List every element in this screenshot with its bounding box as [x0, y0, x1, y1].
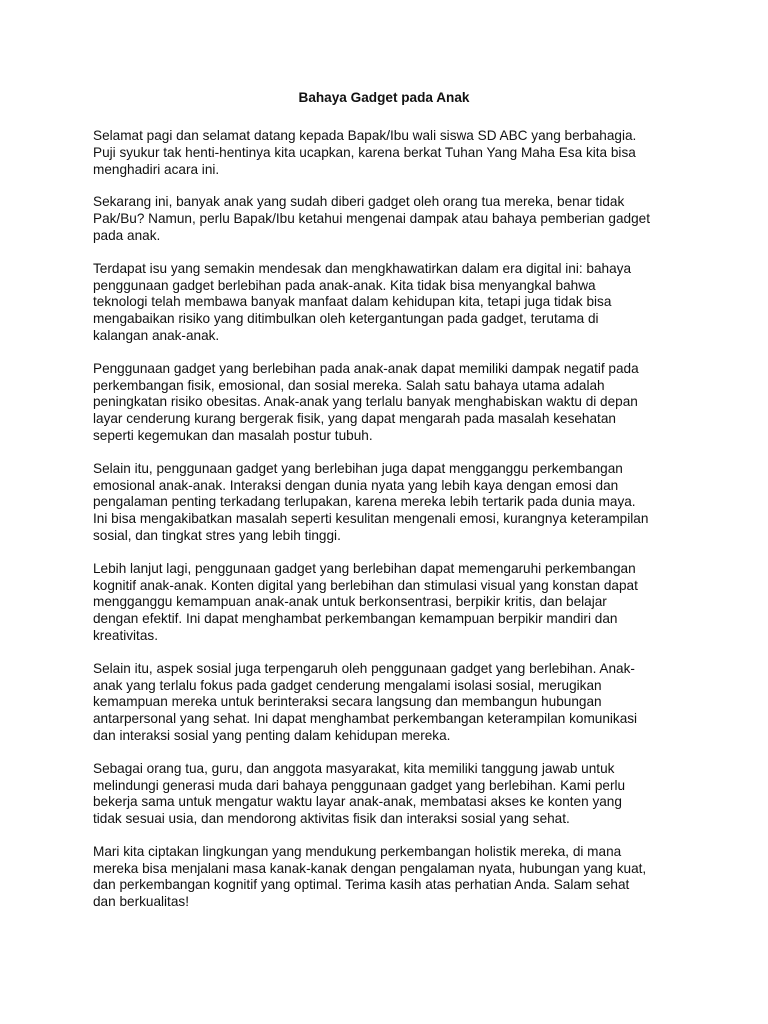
paragraph-social-impact: Selain itu, aspek sosial juga terpengaruh oleh penggunaan gadget yang berlebihan. Anak- anak yang terlalu fokus pada gadget cenderung mengalami isolasi sosial, merugikan kemampuan mereka untuk berinteraksi secara langsung dan membangun hubungan antarpersonal yang sehat. Ini dapat menghambat perkembangan keterampilan komunikasi dan interaksi sosial yang penting dalam kehidupan mereka. [93, 660, 638, 743]
paragraph-intro: Sekarang ini, banyak anak yang sudah diberi gadget oleh orang tua mereka, benar tidak Pak/Bu? Namun, perlu Bapak/Ibu ketahui mengenai dampak atau bahaya pemberian gadget pada anak. [93, 194, 650, 243]
paragraph-responsibility: Sebagai orang tua, guru, dan anggota masyarakat, kita memiliki tanggung jawab untuk melindungi generasi muda dari bahaya penggunaan gadget yang berlebihan. Kami perlu bekerja sama untuk mengatur waktu layar anak-anak, membatasi akses ke konten yang tidak sesuai usia, dan mendorong aktivitas fisik dan interaksi sosial yang sehat. [93, 760, 626, 827]
document-title: Bahaya Gadget pada Anak [298, 90, 470, 105]
document-body [93, 128, 683, 927]
paragraph-closing: Mari kita ciptakan lingkungan yang mendukung perkembangan holistik mereka, di mana mereka bisa menjalani masa kanak-kanak dengan pengalaman nyata, hubungan yang kuat, dan perkembangan kognitif yang optimal. Terima kasih atas perhatian Anda. Salam sehat dan berkualitas! [93, 843, 647, 910]
paragraph-issue: Terdapat isu yang semakin mendesak dan mengkhawatirkan dalam era digital ini: bahaya penggunaan gadget berlebihan pada anak-anak. Kita tidak bisa menyangkal bahwa teknologi telah membawa banyak manfaat dalam kehidupan kita, tetapi juga tidak bisa mengabaikan risiko yang ditimbulkan oleh ketergantungan pada gadget, terutama di kalangan anak-anak. [93, 260, 632, 343]
paragraph-greeting: Selamat pagi dan selamat datang kepada Bapak/Ibu wali siswa SD ABC yang berbahagia. Puji syukur tak henti-hentinya kita ucapkan, karena berkat Tuhan Yang Maha Esa kita bisa menghadiri acara ini. [93, 128, 637, 177]
paragraph-physical-impact: Penggunaan gadget yang berlebihan pada anak-anak dapat memiliki dampak negatif pada perkembangan fisik, emosional, dan sosial mereka. Salah satu bahaya utama adalah peningkatan risiko obesitas. Anak-anak yang terlalu banyak menghabiskan waktu di depan layar cenderung kurang bergerak fisik, yang dapat mengarah pada masalah kesehatan seperti kegemukan dan masalah postur tubuh. [93, 360, 639, 443]
paragraph-emotional-impact: Selain itu, penggunaan gadget yang berlebihan juga dapat mengganggu perkembangan emosional anak-anak. Interaksi dengan dunia nyata yang lebih kaya dengan emosi dan pengalaman penting terkadang terlupakan, karena mereka lebih tertarik pada dunia maya. Ini bisa mengakibatkan masalah seperti kesulitan mengenali emosi, kurangnya keterampilan sosial, dan tingkat stres yang lebih tinggi. [93, 460, 649, 543]
paragraph-cognitive-impact: Lebih lanjut lagi, penggunaan gadget yang berlebihan dapat memengaruhi perkembangan kognitif anak-anak. Konten digital yang berlebihan dan stimulasi visual yang konstan dapat mengganggu kemampuan anak-anak untuk berkonsentrasi, berpikir kritis, dan belajar dengan efektif. Ini dapat menghambat perkembangan kemampuan berpikir mandiri dan kreativitas. [93, 560, 638, 643]
